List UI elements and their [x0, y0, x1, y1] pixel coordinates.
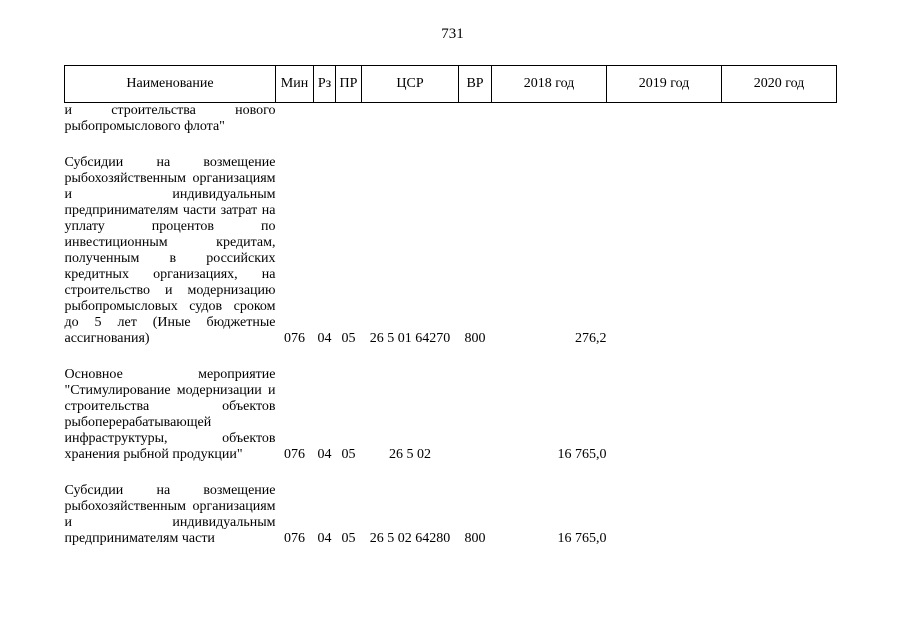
row-min: 076 [284, 447, 305, 462]
row-pr: 05 [341, 531, 356, 546]
row-csr: 26 5 02 64280 [369, 531, 451, 546]
header-name: Наименование [65, 66, 276, 103]
row-name: и строительства нового рыбопромыслового флота" [64, 103, 276, 134]
row-rz [314, 103, 336, 136]
row-vr [459, 103, 492, 136]
row-csr: 26 5 01 64270 [369, 331, 451, 346]
row-pr: 05 [341, 447, 356, 462]
row-2019 [607, 103, 722, 136]
row-min [276, 103, 314, 136]
row-vr: 800 [464, 331, 486, 346]
table-row [65, 483, 837, 547]
row-2020 [722, 483, 837, 547]
header-csr: ЦСР [362, 66, 459, 103]
row-2020 [722, 103, 837, 136]
row-2019 [607, 367, 722, 463]
row-min: 076 [284, 531, 305, 546]
row-rz: 04 [317, 447, 332, 462]
header-2018: 2018 год [492, 66, 607, 103]
row-2020 [722, 155, 837, 347]
table-row [65, 155, 837, 347]
budget-table [64, 65, 837, 547]
table-header-row [65, 66, 837, 103]
header-vr: ВР [459, 66, 492, 103]
row-csr [362, 103, 459, 136]
header-pr: ПР [336, 66, 362, 103]
row-spacer [65, 135, 837, 155]
row-2019 [607, 155, 722, 347]
row-vr [459, 367, 492, 463]
row-rz: 04 [317, 531, 332, 546]
row-pr [336, 103, 362, 136]
table-row [65, 367, 837, 463]
row-name: Основное мероприятие "Стимулирование модернизации и строительства объектов рыбоперерабатывающей инфраструктуры, объектов хранения рыбной продукции" [64, 367, 276, 462]
row-2018: 16 765,0 [557, 447, 607, 462]
header-2019: 2019 год [607, 66, 722, 103]
row-2018 [492, 103, 607, 136]
row-min: 076 [284, 331, 305, 346]
row-2018: 16 765,0 [557, 531, 607, 546]
row-2019 [607, 483, 722, 547]
row-csr: 26 5 02 [389, 447, 431, 462]
header-min: Мин [276, 66, 314, 103]
row-spacer [65, 463, 837, 483]
row-name: Субсидии на возмещение рыбохозяйственным организациям и индивидуальным предпринимателям части затрат на уплату процентов по инвестиционным кредитам, полученным в российских кредитных организациях, на строительство и модернизацию рыбопромысловых судов сроком до 5 лет (Иные бюджетные ассигнования) [64, 155, 276, 346]
row-spacer [65, 347, 837, 367]
table-row [65, 103, 837, 136]
row-2018: 276,2 [575, 331, 607, 346]
header-2020: 2020 год [722, 66, 837, 103]
row-pr: 05 [341, 331, 356, 346]
header-rz: Рз [314, 66, 336, 103]
row-vr: 800 [464, 531, 486, 546]
row-name: Субсидии на возмещение рыбохозяйственным организациям и индивидуальным предпринимателям части [64, 483, 276, 546]
page-number: 731 [441, 26, 464, 42]
row-2020 [722, 367, 837, 463]
row-rz: 04 [317, 331, 332, 346]
